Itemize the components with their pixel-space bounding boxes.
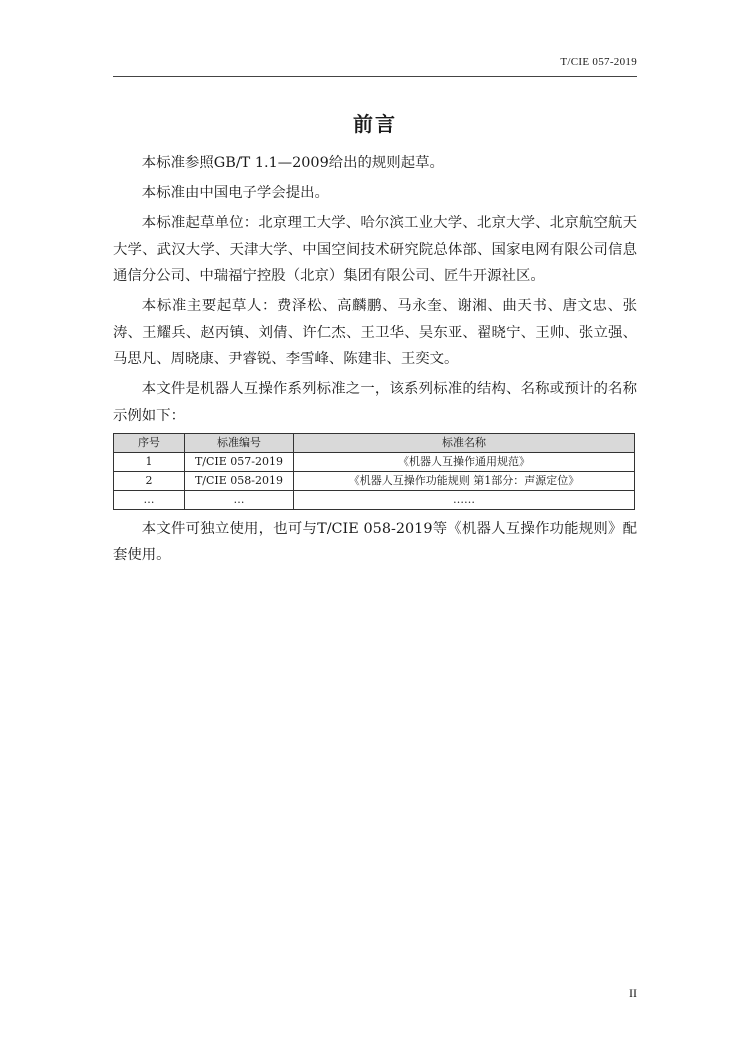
standards-table xyxy=(113,433,635,510)
table-row xyxy=(114,471,635,490)
paragraph-drafting-rules: 本标准参照GB/T 1.1—2009给出的规则起草。 xyxy=(141,155,444,171)
header-divider xyxy=(113,76,637,77)
table-row xyxy=(114,490,635,509)
paragraph-proposer: 本标准由中国电子学会提出。 xyxy=(141,185,329,201)
cell-standard-code: T/CIE 057-2019 xyxy=(185,452,294,471)
cell-index: 2 xyxy=(114,471,185,490)
cell-standard-name: 《机器人互操作通用规范》 xyxy=(294,452,635,471)
table-header-row xyxy=(114,433,635,452)
cell-standard-code: … xyxy=(185,490,294,509)
cell-standard-code: T/CIE 058-2019 xyxy=(185,471,294,490)
header-index: 序号 xyxy=(114,433,185,452)
cell-standard-name: 《机器人互操作功能规则 第1部分：声源定位》 xyxy=(294,471,635,490)
cell-standard-name: …… xyxy=(294,490,635,509)
paragraph-series-intro: 本文件是机器人互操作系列标准之一，该系列标准的结构、名称或预计的名称示例如下： xyxy=(113,381,637,424)
cell-index: … xyxy=(114,490,185,509)
table-row xyxy=(114,452,635,471)
header-standard-code: 标准编号 xyxy=(185,433,294,452)
document-body xyxy=(113,150,637,572)
header-standard-name: 标准名称 xyxy=(294,433,635,452)
paragraph-drafting-units: 本标准起草单位：北京理工大学、哈尔滨工业大学、北京大学、北京航空航天大学、武汉大学、天津大学、中国空间技术研究院总体部、国家电网有限公司信息通信分公司、中瑞福宁控股（北京）集团有限公司、匠牛开源社区。 xyxy=(113,215,637,284)
document-code: T/CIE 057-2019 xyxy=(560,56,637,68)
cell-index: 1 xyxy=(114,452,185,471)
page-number: II xyxy=(629,986,637,1000)
paragraph-drafters: 本标准主要起草人：费泽松、高麟鹏、马永奎、谢湘、曲天书、唐文忠、张涛、王耀兵、赵丙镇、刘倩、许仁杰、王卫华、吴东亚、翟晓宁、王帅、张立强、马思凡、周晓康、尹睿锐、李雪峰、陈建非、王奕文。 xyxy=(113,298,637,367)
paragraph-usage: 本文件可独立使用，也可与T/CIE 058-2019等《机器人互操作功能规则》配套使用。 xyxy=(113,520,637,563)
page-title: 前言 xyxy=(353,112,397,136)
